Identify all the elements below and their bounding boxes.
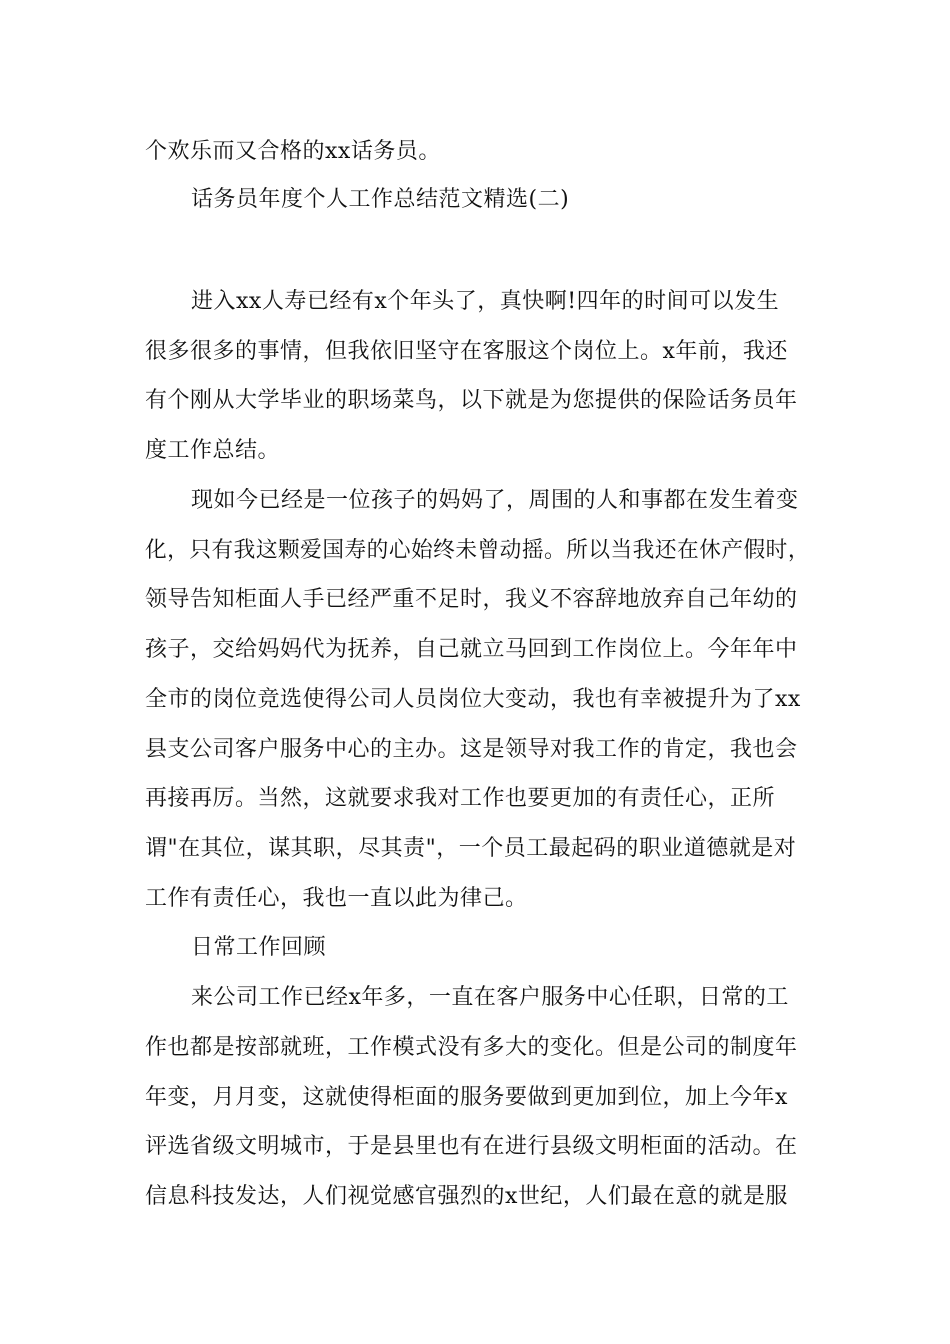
text-line: 度工作总结。	[145, 438, 281, 463]
text-line: 有个刚从大学毕业的职场菜鸟，以下就是为您提供的保险话务员年	[145, 388, 798, 413]
section-heading: 话务员年度个人工作总结范文精选(二)	[191, 187, 570, 212]
text-line: 领导告知柜面人手已经严重不足时，我义不容辞地放弃自己年幼的	[145, 587, 798, 612]
text-line: 工作有责任心，我也一直以此为律己。	[145, 886, 528, 911]
text-line: 年变，月月变，这就使得柜面的服务要做到更加到位，加上今年x	[145, 1085, 788, 1110]
text-line: 很多很多的事情，但我依旧坚守在客服这个岗位上。x年前，我还	[145, 339, 788, 364]
text-line: 信息科技发达，人们视觉感官强烈的x世纪，人们最在意的就是服	[145, 1184, 788, 1209]
text-line: 全市的岗位竞选使得公司人员岗位大变动，我也有幸被提升为了xx	[145, 687, 801, 712]
text-line: 个欢乐而又合格的xx话务员。	[145, 139, 441, 164]
text-line: 现如今已经是一位孩子的妈妈了，周围的人和事都在发生着变	[191, 488, 799, 513]
section-heading: 日常工作回顾	[191, 935, 327, 960]
text-line: 进入xx人寿已经有x个年头了，真快啊!四年的时间可以发生	[191, 289, 780, 314]
text-line: 谓"在其位，谋其职，尽其责"，一个员工最起码的职业道德就是对	[145, 836, 797, 861]
text-line: 县支公司客户服务中心的主办。这是领导对我工作的肯定，我也会	[145, 737, 798, 762]
text-line: 孩子，交给妈妈代为抚养，自己就立马回到工作岗位上。今年年中	[145, 637, 798, 662]
text-line: 评选省级文明城市，于是县里也有在进行县级文明柜面的活动。在	[145, 1134, 798, 1159]
text-line: 再接再厉。当然，这就要求我对工作也要更加的有责任心，正所	[145, 786, 776, 811]
text-line: 化，只有我这颗爱国寿的心始终未曾动摇。所以当我还在休产假时，	[145, 538, 811, 563]
text-line: 来公司工作已经x年多，一直在客户服务中心任职，日常的工	[191, 985, 789, 1010]
text-line: 作也都是按部就班，工作模式没有多大的变化。但是公司的制度年	[145, 1035, 798, 1060]
